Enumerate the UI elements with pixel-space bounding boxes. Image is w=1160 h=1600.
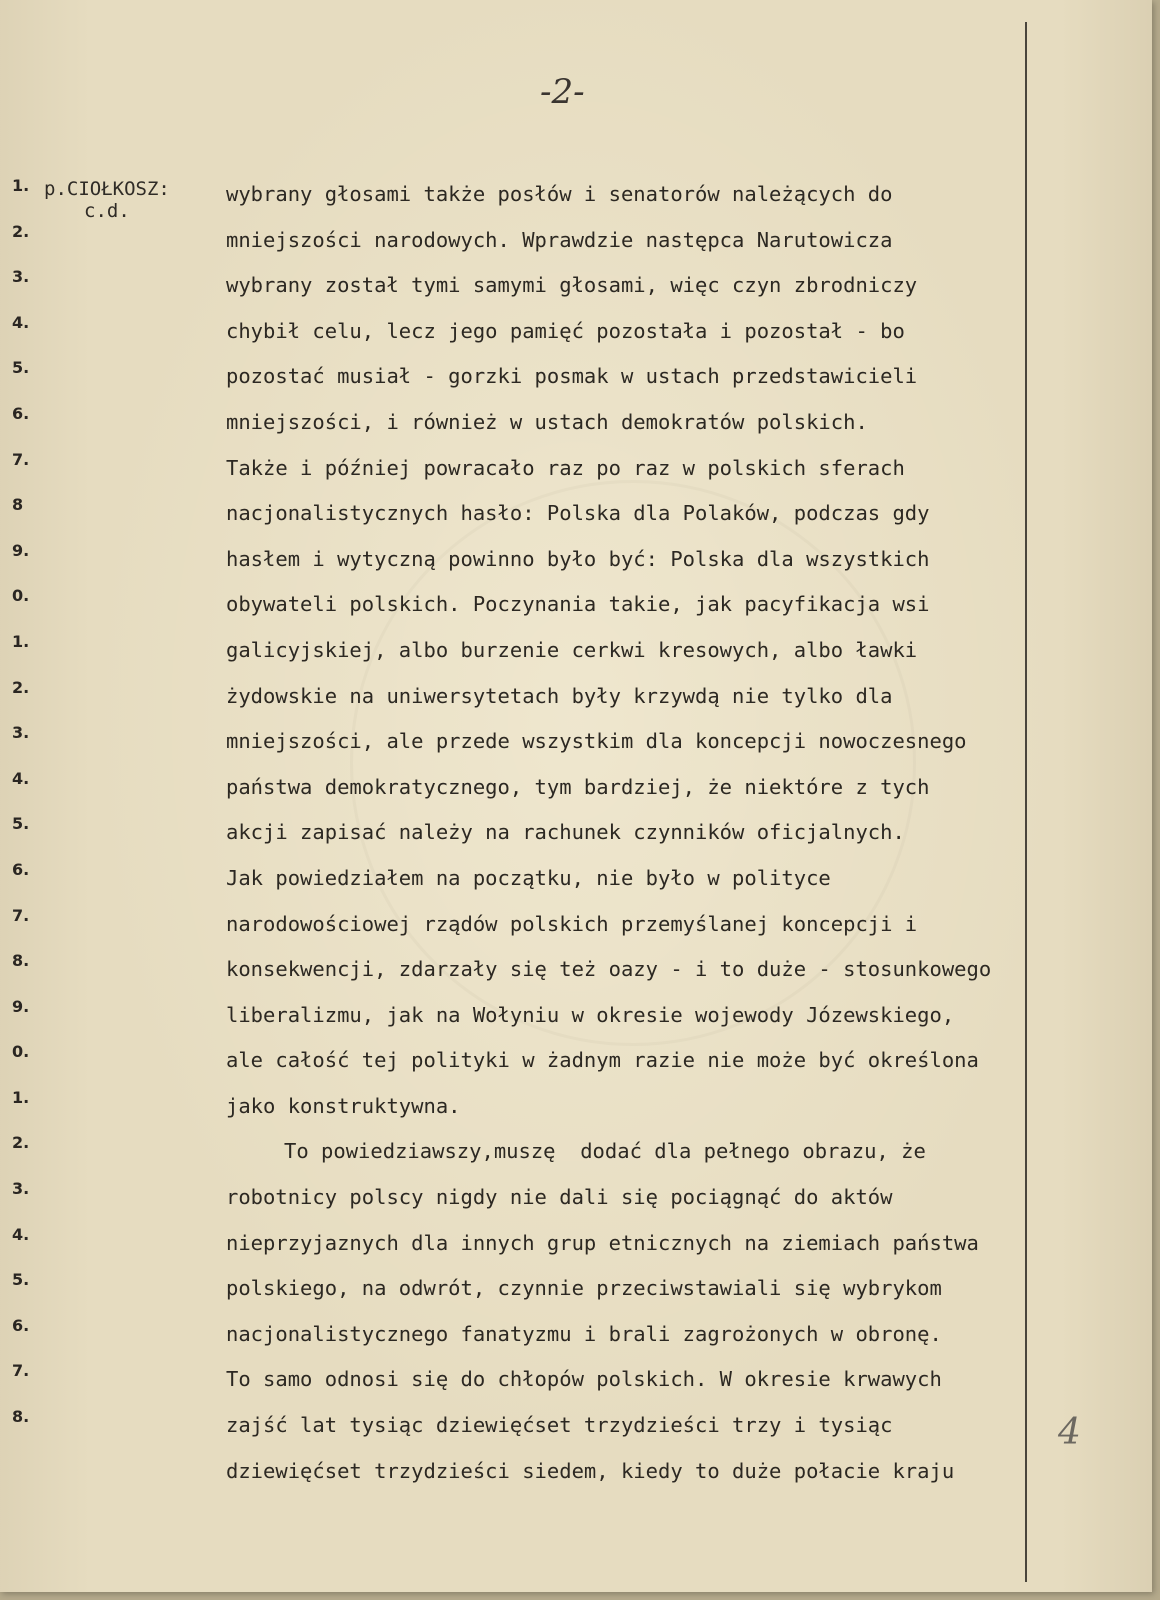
text-line: Także i później powracało raz po raz w polskich sferach [226, 455, 905, 480]
text-line: polskiego, na odwrót, czynnie przeciwstawiali się wybrykom [226, 1276, 942, 1301]
text-line: ale całość tej polityki w żadnym razie nie może być określona [226, 1048, 979, 1073]
text-line: mniejszości narodowych. Wprawdzie następca Narutowicza [226, 227, 893, 252]
text-line: żydowskie na uniwersytetach były krzywdą nie tylko dla [226, 683, 893, 708]
line-number: 4. [12, 768, 30, 788]
line-number: 5. [12, 358, 30, 378]
line-number: 1. [12, 631, 30, 651]
line-number: 3. [12, 1179, 30, 1199]
line-number: 3. [12, 267, 30, 287]
line-number: 8. [12, 1407, 30, 1427]
text-line: To powiedziawszy,muszę dodać dla pełnego obrazu, że [284, 1139, 926, 1164]
speaker-continuation: c.d. [84, 200, 130, 222]
line-number: 9. [12, 996, 30, 1016]
speaker-name: p.CIOŁKOSZ: [44, 178, 170, 200]
line-number: 8 [12, 495, 24, 515]
text-line: galicyjskiej, albo burzenie cerkwi kresowych, albo ławki [226, 637, 918, 662]
text-line: dziewięćset trzydzieści siedem, kiedy to duże połacie kraju [226, 1458, 955, 1483]
line-number: 6. [12, 1315, 30, 1335]
text-line: zajść lat tysiąc dziewięćset trzydzieści trzy i tysiąc [226, 1413, 893, 1438]
line-number: 1. [12, 1087, 30, 1107]
line-number: 6. [12, 403, 30, 423]
text-line: To samo odnosi się do chłopów polskich. W okresie krwawych [226, 1367, 942, 1392]
text-line: jako konstruktywna. [226, 1093, 461, 1118]
text-line: Jak powiedziałem na początku, nie było w polityce [226, 865, 831, 890]
line-number: 5. [12, 814, 30, 834]
line-number: 3. [12, 723, 30, 743]
text-line: akcji zapisać należy na rachunek czynników oficjalnych. [226, 820, 905, 845]
line-number: 9. [12, 540, 30, 560]
line-number: 2. [12, 221, 30, 241]
line-number: 2. [12, 677, 30, 697]
text-line: nacjonalistycznych hasło: Polska dla Polaków, podczas gdy [226, 501, 930, 526]
page-number: -2- [540, 72, 585, 112]
text-line: wybrany został tymi samymi głosami, więc czyn zbrodniczy [226, 273, 918, 298]
line-number: 6. [12, 859, 30, 879]
line-number: 1. [12, 176, 30, 195]
line-number-column [12, 176, 29, 1453]
text-line: nieprzyjaznych dla innych grup etnicznych na ziemiach państwa [226, 1230, 979, 1255]
line-number: 8. [12, 951, 30, 971]
handwritten-folio-number: 4 [1058, 1412, 1081, 1453]
text-line: państwa demokratycznego, tym bardziej, że niektóre z tych [226, 774, 930, 799]
text-line: liberalizmu, jak na Wołyniu w okresie wojewody Józewskiego, [226, 1002, 955, 1027]
line-number: 5. [12, 1270, 30, 1290]
text-line: mniejszości, i również w ustach demokratów polskich. [226, 409, 868, 434]
text-line: wybrany głosami także posłów i senatorów należących do [226, 182, 893, 206]
line-number: 0. [12, 586, 30, 606]
text-line: narodowościowej rządów polskich przemyślanej koncepcji i [226, 911, 918, 936]
text-line: nacjonalistycznego fanatyzmu i brali zagrożonych w obronę. [226, 1321, 942, 1346]
text-line: mniejszości, ale przede wszystkim dla koncepcji nowoczesnego [226, 729, 967, 754]
text-line: robotnicy polscy nigdy nie dali się pociągnąć do aktów [226, 1185, 893, 1210]
line-number: 4. [12, 312, 30, 332]
text-line: chybił celu, lecz jego pamięć pozostała i pozostał - bo [226, 318, 905, 343]
line-number: 4. [12, 1224, 30, 1244]
line-number: 2. [12, 1133, 30, 1153]
line-number: 7. [12, 449, 30, 469]
text-line: konsekwencji, zdarzały się też oazy - i to duże - stosunkowego [226, 957, 992, 982]
text-line: hasłem i wytyczną powinno było być: Polska dla wszystkich [226, 546, 930, 571]
text-line: pozostać musiał - gorzki posmak w ustach przedstawicieli [226, 364, 918, 389]
typewritten-body [226, 172, 1106, 1494]
line-number: 7. [12, 1361, 30, 1381]
line-number: 0. [12, 1042, 30, 1062]
speaker-label [44, 178, 170, 222]
line-number: 7. [12, 905, 30, 925]
text-line: obywateli polskich. Poczynania takie, jak pacyfikacja wsi [226, 592, 930, 617]
